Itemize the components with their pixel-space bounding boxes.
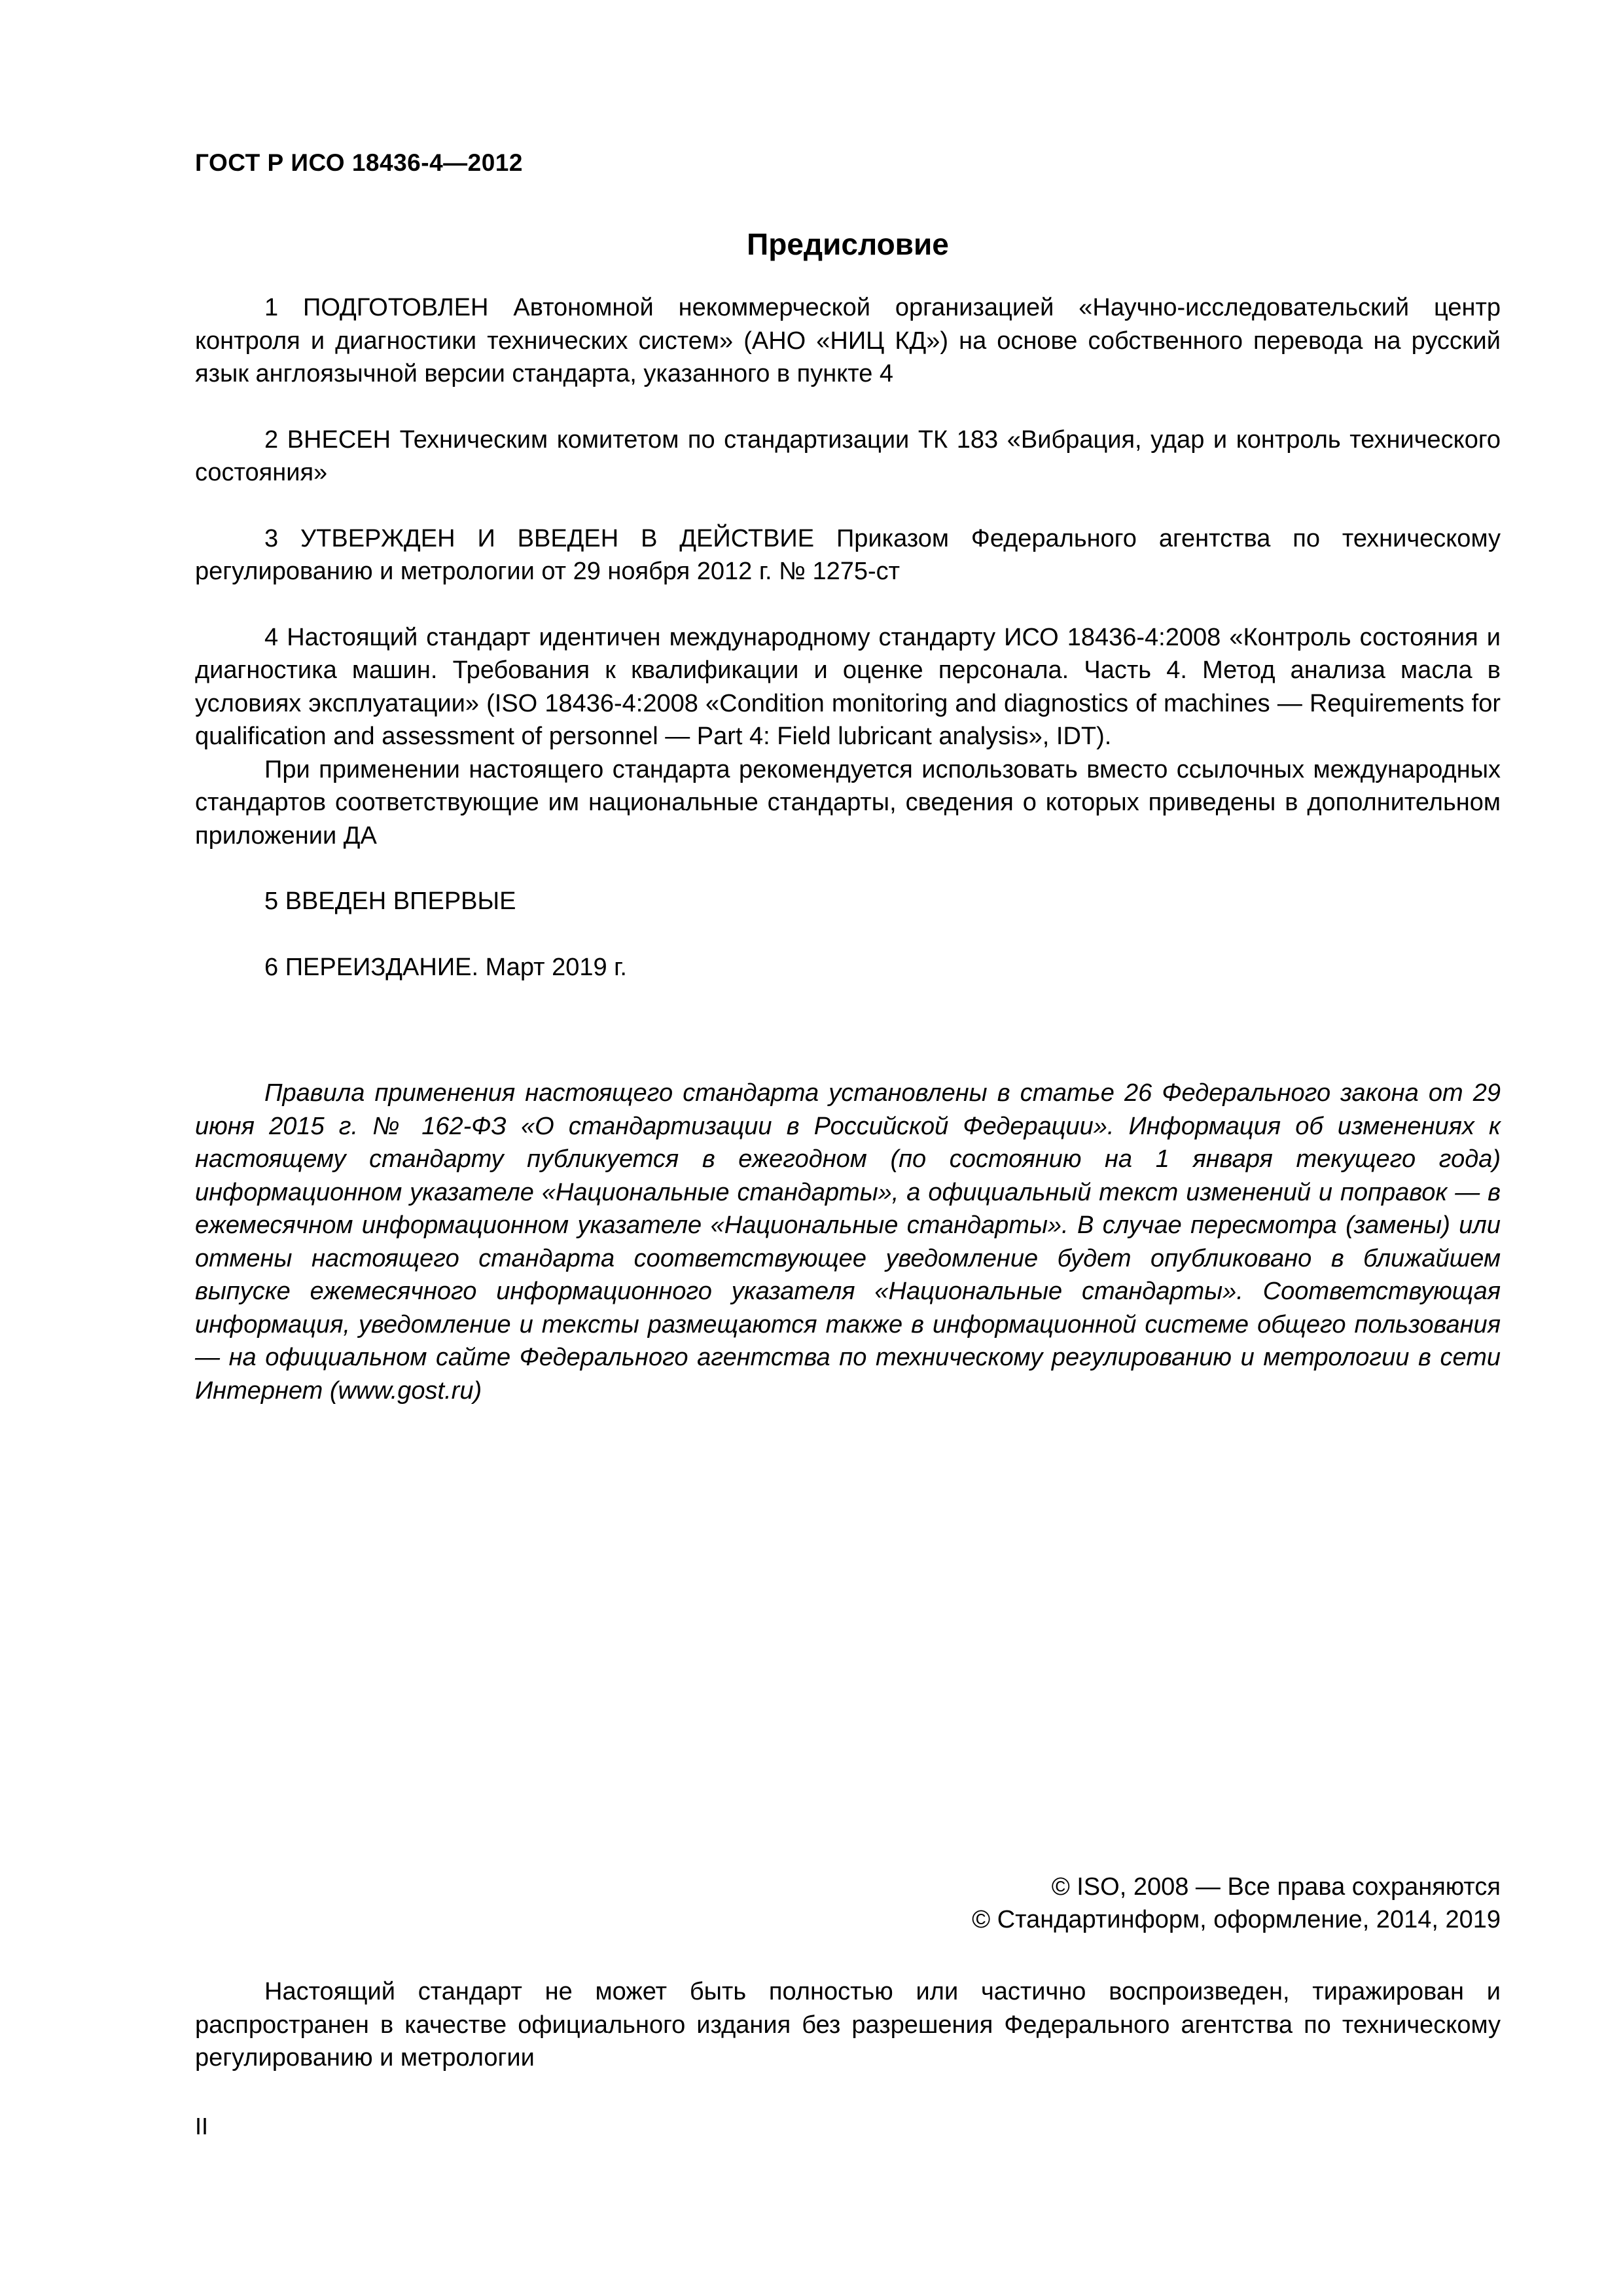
foreword-item-3: 3 УТВЕРЖДЕН И ВВЕДЕН В ДЕЙСТВИЕ Приказом Федерального агентства по техническому регулированию и метрологии от 29 ноября 2012 г. № 1275-ст [195, 524, 1501, 585]
foreword-body [195, 291, 1501, 984]
application-rules-notice [195, 1077, 1501, 1407]
reprint-notice [195, 1975, 1501, 2075]
copyright-standartinform: © Стандартинформ, оформление, 2014, 2019 [972, 1906, 1501, 1933]
foreword-item-4: 4 Настоящий стандарт идентичен международному стандарту ИСО 18436-4:2008 «Контроль состояния и диагностика машин. Требования к квалификации и оценке персонала. Часть 4. Метод анализа масла в условиях эксплуатации» (ISO 18436-4:2008 «Condition monitoring and diagnostics of machines — Requirements for qualification and assessment of personnel — Part 4: Field lubricant analysis», IDT). [195, 623, 1501, 750]
page-title: Предисловие [747, 227, 949, 261]
foreword-item-1: 1 ПОДГОТОВЛЕН Автономной некоммерческой организацией «Научно-исследовательский центр контроля и диагностики технических систем» (АНО «НИЦ КД») на основе собственного перевода на русский язык англоязычной версии стандарта, указанного в пункте 4 [195, 294, 1501, 387]
foreword-item-4-note: При применении настоящего стандарта рекомендуется использовать вместо ссылочных международных стандартов соответствующие им национальные стандарты, сведения о которых приведены в дополнительном приложении ДА [195, 755, 1501, 850]
foreword-item-6: 6 ПЕРЕИЗДАНИЕ. Март 2019 г. [264, 953, 627, 981]
copyright-iso: © ISO, 2008 — Все права сохраняются [1051, 1873, 1501, 1901]
foreword-item-2: 2 ВНЕСЕН Техническим комитетом по стандартизации ТК 183 «Вибрация, удар и контроль технического состояния» [195, 425, 1501, 486]
page-number: II [195, 2113, 209, 2140]
foreword-item-5: 5 ВВЕДЕН ВПЕРВЫЕ [264, 888, 516, 915]
document-designation: ГОСТ Р ИСО 18436-4—2012 [195, 149, 523, 176]
application-rules-text: Правила применения настоящего стандарта установлены в статье 26 Федерального закона от 29 июня 2015 г. № 162-ФЗ «О стандартизации в Российской Федерации». Информация об изменениях к настоящему стандарту публикуется в ежегодном (по состоянию на 1 января текущего года) информационном указателе «Национальные стандарты», а официальный текст изменений и поправок — в ежемесячном информационном указателе «Национальные стандарты». В случае пересмотра (замены) или отмены настоящего стандарта соответствующее уведомление будет опубликовано в ближайшем выпуске ежемесячного информационного указателя «Национальные стандарты». Соответствующая информация, уведомление и тексты размещаются также в информационной системе общего пользования — на официальном сайте Федерального агентства по техническому регулированию и метрологии в сети Интернет (www.gost.ru) [195, 1079, 1501, 1405]
reprint-notice-text: Настоящий стандарт не может быть полностью или частично воспроизведен, тиражирован и распространен в качестве официального издания без разрешения Федерального агентства по техническому регулированию и метрологии [195, 1978, 1501, 2072]
copyright-block [972, 1871, 1501, 1936]
